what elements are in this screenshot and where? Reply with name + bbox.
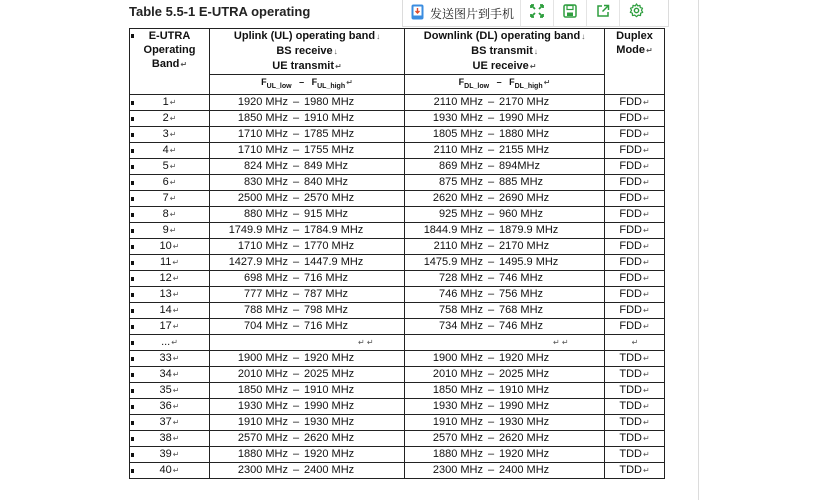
downlink-range-cell: 1880 MHz – 1920 MHz [405,446,605,462]
duplex-mode-cell: FDD↵ [605,206,665,222]
downlink-range-cell: 1844.9 MHz – 1879.9 MHz [405,222,605,238]
duplex-mode-cell: FDD↵ [605,286,665,302]
table-row [130,126,665,142]
band-cell: 4↵ [130,142,210,158]
uplink-range-cell: 1910 MHz – 1930 MHz [210,414,405,430]
bullet-marker [131,405,134,409]
bullet-marker [131,341,134,345]
downlink-range-cell: 2110 MHz – 2170 MHz [405,94,605,110]
band-cell: 36↵ [130,398,210,414]
downlink-range-cell: 1850 MHz – 1910 MHz [405,382,605,398]
downlink-range-cell: 925 MHz – 960 MHz [405,206,605,222]
duplex-mode-cell: FDD↵ [605,222,665,238]
bullet-marker [131,421,134,425]
image-toolbar [402,0,669,27]
settings-icon [629,3,644,23]
expand-button[interactable] [521,0,554,26]
bullet-marker [131,293,134,297]
duplex-mode-cell: TDD↵ [605,398,665,414]
bullet-marker [131,165,134,169]
duplex-mode-cell: FDD↵ [605,94,665,110]
band-cell: 14↵ [130,302,210,318]
table-row [130,254,665,270]
header-band: E-UTRA Operating Band↵ [130,29,210,95]
expand-icon [530,4,544,23]
bullet-marker [131,309,134,313]
uplink-range-cell: 2010 MHz – 2025 MHz [210,366,405,382]
downlink-range-cell: 728 MHz – 746 MHz [405,270,605,286]
downlink-range-cell: 869 MHz – 894MHz [405,158,605,174]
uplink-range-cell: 1749.9 MHz – 1784.9 MHz [210,222,405,238]
bullet-marker [131,277,134,281]
uplink-range-cell: 704 MHz – 716 MHz [210,318,405,334]
bullet-marker [131,469,134,473]
send-to-phone-button[interactable] [403,0,521,26]
bullet-marker [131,437,134,441]
header-downlink: Downlink (DL) operating band↓ BS transmit↓ UE receive↵ [405,29,605,75]
uplink-range-cell: 698 MHz – 716 MHz [210,270,405,286]
duplex-mode-cell: FDD↵ [605,110,665,126]
duplex-mode-cell: FDD↵ [605,302,665,318]
bullet-marker [131,149,134,153]
band-cell: 17↵ [130,318,210,334]
table-row [130,94,665,110]
table-row [130,462,665,478]
bullet-marker [131,181,134,185]
duplex-mode-cell: FDD↵ [605,126,665,142]
band-cell: 8↵ [130,206,210,222]
table-row [130,350,665,366]
downlink-range-cell: 1930 MHz – 1990 MHz [405,398,605,414]
table-row [130,446,665,462]
table-row [130,334,665,350]
downlink-range-cell: 2110 MHz – 2155 MHz [405,142,605,158]
band-cell: 10↵ [130,238,210,254]
table-row [130,110,665,126]
band-cell: 38↵ [130,430,210,446]
duplex-mode-cell: FDD↵ [605,142,665,158]
duplex-mode-cell: FDD↵ [605,270,665,286]
bullet-marker [131,101,134,105]
table-body [130,94,665,478]
table-row [130,318,665,334]
settings-button[interactable] [620,0,652,26]
bullet-marker [131,133,134,137]
uplink-range-cell: 1880 MHz – 1920 MHz [210,446,405,462]
band-cell: 35↵ [130,382,210,398]
bullet-marker [131,261,134,265]
band-cell: 37↵ [130,414,210,430]
bullet-marker [131,325,134,329]
share-icon [596,4,610,23]
share-button[interactable] [587,0,620,26]
table-row [130,366,665,382]
uplink-range-cell: 1710 MHz – 1770 MHz [210,238,405,254]
duplex-mode-cell: FDD↵ [605,174,665,190]
uplink-range-cell: ↵ ↵ [210,334,405,350]
save-icon [563,4,577,23]
band-cell: 39↵ [130,446,210,462]
uplink-range-cell: 1850 MHz – 1910 MHz [210,382,405,398]
band-cell: 1↵ [130,94,210,110]
uplink-range-cell: 1710 MHz – 1755 MHz [210,142,405,158]
table-row [130,302,665,318]
downlink-range-cell: 875 MHz – 885 MHz [405,174,605,190]
bullet-marker [131,357,134,361]
table-row [130,142,665,158]
uplink-range-cell: 1900 MHz – 1920 MHz [210,350,405,366]
downlink-range-cell: 1910 MHz – 1930 MHz [405,414,605,430]
band-cell: ...↵ [130,334,210,350]
header-duplex: Duplex Mode↵ [605,29,665,95]
eutra-band-table [129,28,665,479]
bullet-marker [131,453,134,457]
header-ul-range: $F_{UL\_low}$ – $F_{UL\_high}↵$ [210,75,405,95]
table-row [130,238,665,254]
downlink-range-cell: 734 MHz – 746 MHz [405,318,605,334]
bullet-marker [131,373,134,377]
downlink-range-cell: 2010 MHz – 2025 MHz [405,366,605,382]
band-cell: 13↵ [130,286,210,302]
uplink-range-cell: 1710 MHz – 1785 MHz [210,126,405,142]
uplink-range-cell: 2500 MHz – 2570 MHz [210,190,405,206]
bullet-marker [131,213,134,217]
band-cell: 6↵ [130,174,210,190]
uplink-range-cell: 1427.9 MHz – 1447.9 MHz [210,254,405,270]
table-row [130,382,665,398]
table-row [130,158,665,174]
band-cell: 33↵ [130,350,210,366]
bullet-marker [131,34,134,38]
duplex-mode-cell: TDD↵ [605,430,665,446]
band-cell: 7↵ [130,190,210,206]
uplink-range-cell: 777 MHz – 787 MHz [210,286,405,302]
downlink-range-cell: 2110 MHz – 2170 MHz [405,238,605,254]
bullet-marker [131,245,134,249]
downlink-range-cell: 1900 MHz – 1920 MHz [405,350,605,366]
bullet-marker [131,117,134,121]
uplink-range-cell: 880 MHz – 915 MHz [210,206,405,222]
duplex-mode-cell: TDD↵ [605,462,665,478]
uplink-range-cell: 830 MHz – 840 MHz [210,174,405,190]
table-row [130,398,665,414]
duplex-mode-cell: FDD↵ [605,254,665,270]
band-cell: 34↵ [130,366,210,382]
panel-divider [698,0,699,500]
table-row [130,286,665,302]
duplex-mode-cell: FDD↵ [605,190,665,206]
downlink-range-cell: 2300 MHz – 2400 MHz [405,462,605,478]
duplex-mode-cell: TDD↵ [605,366,665,382]
uplink-range-cell: 1850 MHz – 1910 MHz [210,110,405,126]
duplex-mode-cell: ↵ [605,334,665,350]
table-title: Table 5.5-1 E-UTRA operating [129,4,311,19]
table-header-row [130,29,665,75]
band-cell: 9↵ [130,222,210,238]
downlink-range-cell: 1930 MHz – 1990 MHz [405,110,605,126]
downlink-range-cell: 1805 MHz – 1880 MHz [405,126,605,142]
table-row [130,270,665,286]
uplink-range-cell: 824 MHz – 849 MHz [210,158,405,174]
downlink-range-cell: 2620 MHz – 2690 MHz [405,190,605,206]
save-button[interactable] [554,0,587,26]
uplink-range-cell: 2570 MHz – 2620 MHz [210,430,405,446]
duplex-mode-cell: TDD↵ [605,414,665,430]
bullet-marker [131,389,134,393]
uplink-range-cell: 1930 MHz – 1990 MHz [210,398,405,414]
band-cell: 11↵ [130,254,210,270]
table-row [130,190,665,206]
table-row [130,414,665,430]
duplex-mode-cell: TDD↵ [605,446,665,462]
band-cell: 40↵ [130,462,210,478]
uplink-range-cell: 1920 MHz – 1980 MHz [210,94,405,110]
downlink-range-cell: 746 MHz – 756 MHz [405,286,605,302]
band-cell: 12↵ [130,270,210,286]
header-uplink: Uplink (UL) operating band↓ BS receive↓ UE transmit↵ [210,29,405,75]
uplink-range-cell: 788 MHz – 798 MHz [210,302,405,318]
duplex-mode-cell: FDD↵ [605,238,665,254]
table-row [130,174,665,190]
table-row [130,430,665,446]
band-cell: 3↵ [130,126,210,142]
duplex-mode-cell: FDD↵ [605,318,665,334]
send-to-phone-label: 发送图片到手机 [430,6,515,21]
downlink-range-cell: 758 MHz – 768 MHz [405,302,605,318]
header-dl-range: $F_{DL\_low}$ – $F_{DL\_high}↵$ [405,75,605,95]
duplex-mode-cell: TDD↵ [605,350,665,366]
table-row [130,222,665,238]
duplex-mode-cell: TDD↵ [605,382,665,398]
table-subheader-row [130,75,665,95]
band-cell: 5↵ [130,158,210,174]
uplink-range-cell: 2300 MHz – 2400 MHz [210,462,405,478]
downlink-range-cell: 1475.9 MHz – 1495.9 MHz [405,254,605,270]
duplex-mode-cell: FDD↵ [605,158,665,174]
band-cell: 2↵ [130,110,210,126]
phone-send-icon [411,4,430,23]
table-row [130,206,665,222]
bullet-marker [131,229,134,233]
downlink-range-cell: 2570 MHz – 2620 MHz [405,430,605,446]
bullet-marker [131,197,134,201]
downlink-range-cell: ↵ ↵ [405,334,605,350]
